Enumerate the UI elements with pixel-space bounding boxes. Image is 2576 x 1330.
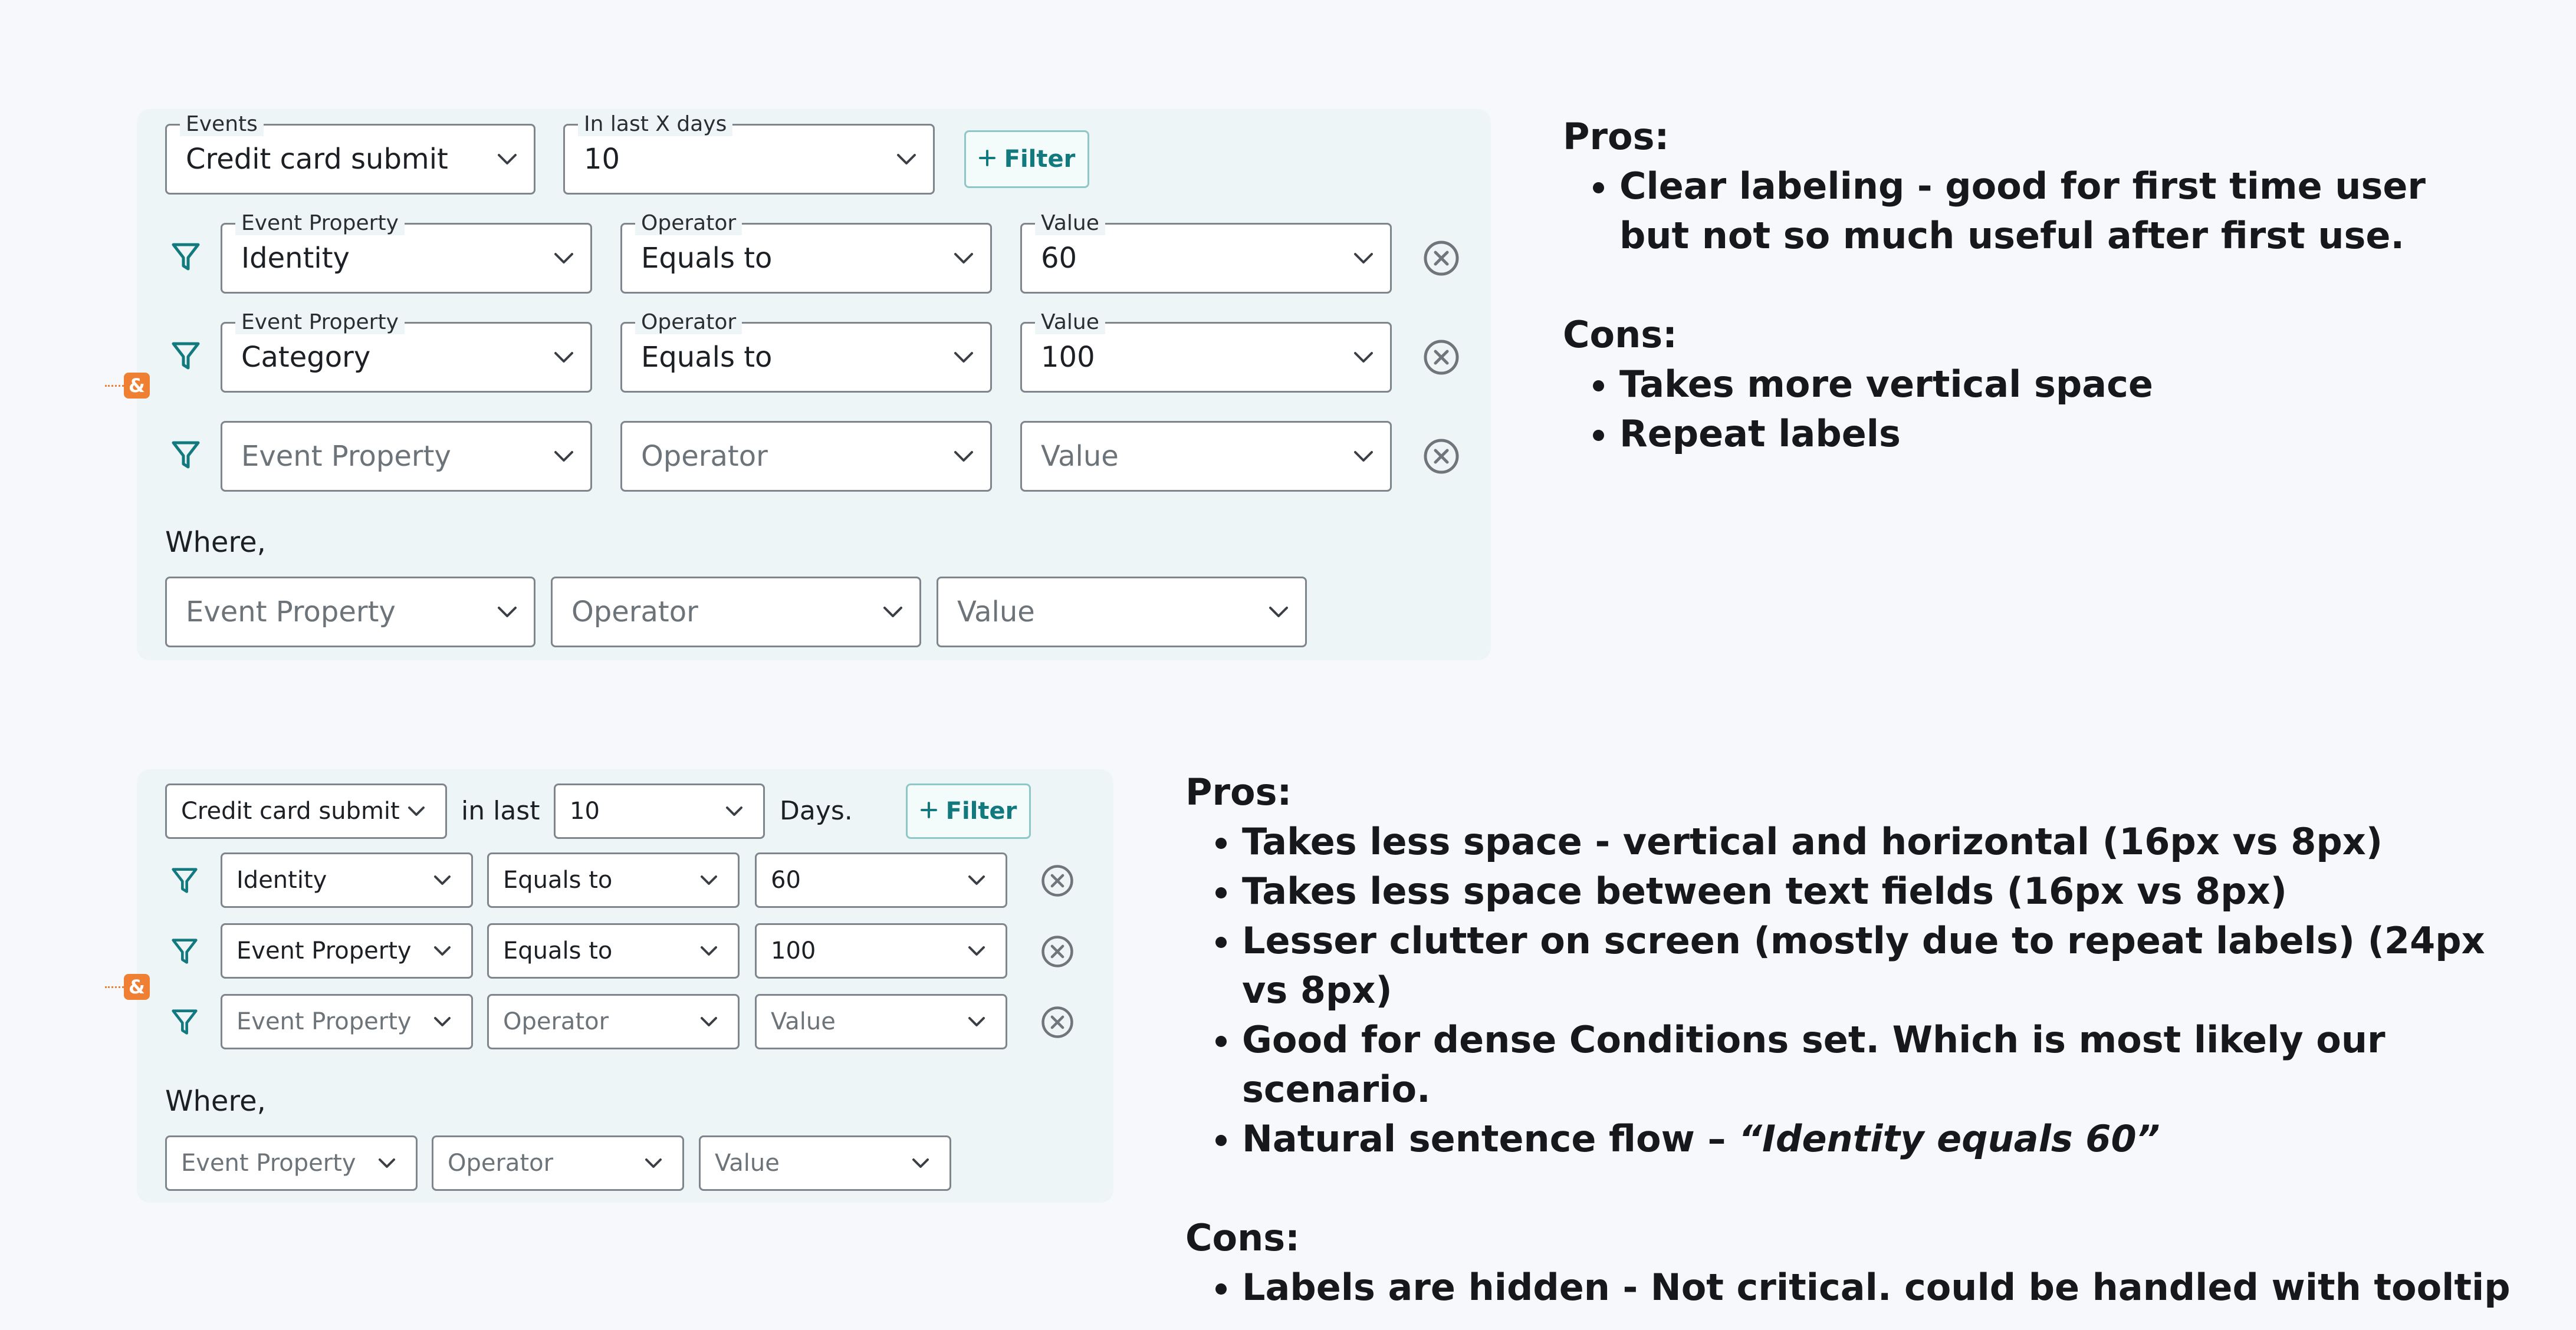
operator-label: Operator [635, 311, 742, 334]
where-label: Where, [165, 526, 266, 559]
where-event-property-select[interactable] [165, 1135, 418, 1191]
chevron-down-icon [433, 875, 451, 885]
chevron-down-icon [554, 351, 574, 363]
days-value: 10 [570, 798, 600, 825]
cons-title: Cons: [1185, 1216, 1300, 1259]
operator-placeholder: Operator [571, 595, 698, 628]
pros-list [1563, 162, 2483, 261]
event-property-label: Event Property [235, 311, 405, 334]
events-select[interactable] [165, 783, 447, 839]
and-connector-line [105, 986, 124, 988]
pros-item-prefix: Natural sentence flow – [1242, 1117, 1739, 1160]
remove-condition-icon[interactable] [1040, 934, 1075, 969]
operator-select[interactable] [620, 211, 992, 294]
events-label: Events [180, 113, 264, 136]
event-property-placeholder: Event Property [236, 1008, 412, 1035]
events-value: Credit card submit [186, 143, 448, 176]
where-value-select[interactable] [699, 1135, 951, 1191]
operator-select[interactable] [487, 923, 740, 979]
days-value: 10 [584, 143, 620, 176]
cons-item: • Labels are hidden - Not critical. could be handled with tooltip [1242, 1263, 2542, 1312]
chevron-down-icon [700, 875, 718, 885]
where-operator-select[interactable] [432, 1135, 684, 1191]
chevron-down-icon [497, 153, 517, 165]
pros-item [1242, 1114, 2542, 1164]
chevron-down-icon [378, 1158, 396, 1168]
funnel-icon [171, 937, 198, 966]
pros-title: Pros: [1185, 771, 1292, 814]
funnel-icon [171, 242, 201, 272]
chevron-down-icon [954, 252, 974, 264]
cons-title: Cons: [1563, 313, 1677, 356]
event-property-value: Identity [236, 867, 327, 894]
operator-placeholder: Operator [503, 1008, 609, 1035]
value-placeholder: Value [715, 1150, 780, 1177]
event-property-value: Category [241, 341, 371, 374]
chevron-down-icon [968, 875, 985, 885]
pros-item-quote: “Identity equals 60” [1739, 1117, 2160, 1160]
event-property-select[interactable] [221, 211, 592, 294]
value-select[interactable] [755, 923, 1007, 979]
event-property-placeholder: Event Property [241, 440, 451, 473]
chevron-down-icon [433, 1016, 451, 1027]
operator-value: Equals to [641, 242, 773, 275]
top-notes [1563, 112, 2483, 459]
event-property-value: Identity [241, 242, 350, 275]
cons-list [1185, 1263, 2542, 1312]
pros-title: Pros: [1563, 115, 1670, 158]
days-select[interactable] [554, 783, 765, 839]
remove-condition-icon[interactable] [1040, 1005, 1075, 1039]
bottom-notes [1185, 768, 2542, 1312]
chevron-down-icon [554, 252, 574, 264]
chevron-down-icon [1269, 606, 1289, 618]
operator-value: Equals to [641, 341, 773, 374]
plus-icon [978, 146, 996, 173]
where-value-select[interactable] [937, 577, 1307, 647]
event-property-label: Event Property [235, 212, 405, 235]
event-property-placeholder: Event Property [181, 1150, 356, 1177]
event-property-select[interactable] [221, 852, 473, 908]
chevron-down-icon [968, 1016, 985, 1027]
and-badge[interactable]: & [124, 373, 150, 399]
chevron-down-icon [954, 450, 974, 462]
event-property-select[interactable] [221, 310, 592, 393]
pros-item: • Good for dense Conditions set. Which is most likely our scenario. [1242, 1015, 2542, 1114]
add-filter-button[interactable] [906, 783, 1031, 839]
cons-item: • Takes more vertical space [1619, 360, 2483, 409]
chevron-down-icon [896, 153, 916, 165]
chevron-down-icon [554, 450, 574, 462]
value-value: 100 [771, 937, 816, 964]
events-select[interactable] [165, 112, 535, 195]
operator-select[interactable] [487, 994, 740, 1049]
where-event-property-select[interactable] [165, 577, 535, 647]
chevron-down-icon [700, 1016, 718, 1027]
operator-select[interactable] [487, 852, 740, 908]
days-select[interactable] [563, 112, 935, 195]
value-placeholder: Value [957, 595, 1035, 628]
funnel-icon [171, 1008, 198, 1036]
cons-list [1563, 360, 2483, 459]
chevron-down-icon [700, 946, 718, 956]
chevron-down-icon [725, 806, 743, 817]
filter-button-label: Filter [945, 798, 1017, 825]
operator-value: Equals to [503, 867, 613, 894]
remove-condition-icon[interactable] [1422, 239, 1460, 277]
chevron-down-icon [912, 1158, 929, 1168]
funnel-icon [171, 440, 201, 470]
days-suffix-label: Days. [780, 796, 853, 826]
remove-condition-icon[interactable] [1422, 437, 1460, 475]
chevron-down-icon [968, 946, 985, 956]
value-label: Value [1035, 212, 1105, 235]
operator-select[interactable] [620, 310, 992, 393]
value-select[interactable] [1020, 211, 1392, 294]
event-property-placeholder: Event Property [186, 595, 396, 628]
value-value: 60 [771, 867, 801, 894]
pros-item: • Clear labeling - good for first time user but not so much useful after first use. [1619, 162, 2483, 261]
pros-item: • Takes less space - vertical and horizontal (16px vs 8px) [1242, 817, 2542, 867]
pros-list [1185, 817, 2542, 1164]
value-value: 100 [1041, 341, 1095, 374]
operator-placeholder: Operator [448, 1150, 554, 1177]
value-select[interactable] [755, 852, 1007, 908]
operator-label: Operator [635, 212, 742, 235]
chevron-down-icon [408, 806, 425, 817]
event-property-value: Event Property [236, 937, 412, 964]
value-select[interactable] [755, 994, 1007, 1049]
where-operator-select[interactable] [551, 577, 921, 647]
event-property-select[interactable] [221, 923, 473, 979]
funnel-icon [171, 867, 198, 895]
chevron-down-icon [1353, 450, 1374, 462]
value-placeholder: Value [771, 1008, 836, 1035]
cons-item: • Repeat labels [1619, 409, 2483, 459]
and-connector-line [105, 385, 124, 387]
filter-button-label: Filter [1004, 146, 1076, 173]
value-select[interactable] [1020, 310, 1392, 393]
pros-item: • Takes less space between text fields (16px vs 8px) [1242, 867, 2542, 916]
operator-select[interactable] [620, 421, 992, 492]
value-value: 60 [1041, 242, 1077, 275]
chevron-down-icon [645, 1158, 662, 1168]
value-placeholder: Value [1041, 440, 1119, 473]
and-badge[interactable]: & [124, 974, 150, 1000]
value-select[interactable] [1020, 421, 1392, 492]
chevron-down-icon [1353, 351, 1374, 363]
chevron-down-icon [497, 606, 517, 618]
event-property-select[interactable] [221, 421, 592, 492]
pros-item: • Lesser clutter on screen (mostly due to repeat labels) (24px vs 8px) [1242, 916, 2542, 1015]
plus-icon [920, 798, 938, 825]
in-last-label: in last [461, 796, 540, 826]
remove-condition-icon[interactable] [1040, 864, 1075, 898]
operator-value: Equals to [503, 937, 613, 964]
event-property-select[interactable] [221, 994, 473, 1049]
chevron-down-icon [1353, 252, 1374, 264]
remove-condition-icon[interactable] [1422, 338, 1460, 376]
chevron-down-icon [954, 351, 974, 363]
add-filter-button[interactable] [964, 130, 1089, 188]
funnel-icon [171, 341, 201, 371]
events-value: Credit card submit [181, 798, 400, 825]
days-label: In last X days [578, 113, 732, 136]
value-label: Value [1035, 311, 1105, 334]
where-label: Where, [165, 1085, 266, 1118]
chevron-down-icon [883, 606, 903, 618]
chevron-down-icon [433, 946, 451, 956]
operator-placeholder: Operator [641, 440, 768, 473]
